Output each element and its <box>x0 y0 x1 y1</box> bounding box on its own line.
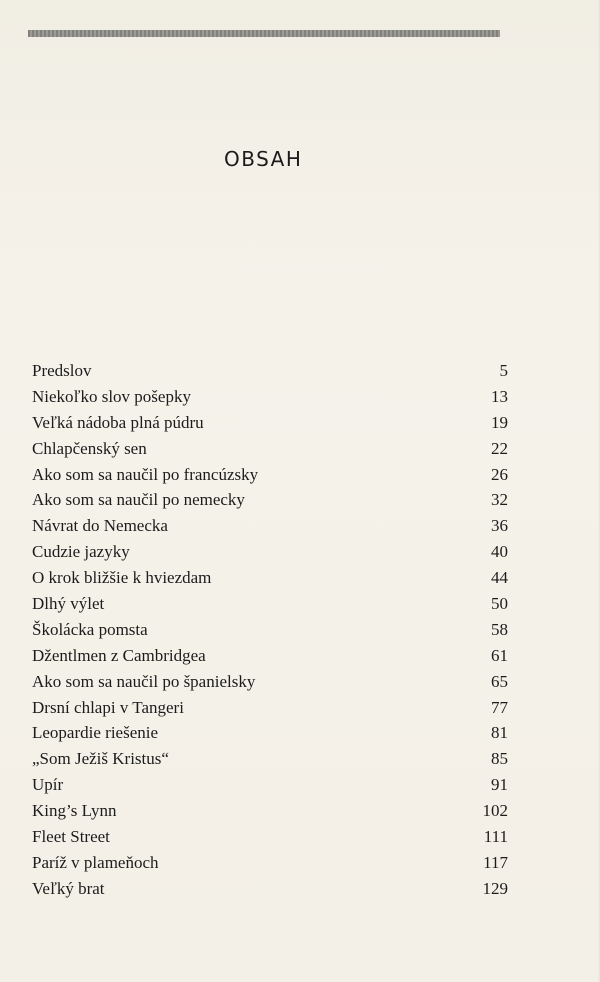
toc-entry-title: Dlhý výlet <box>32 594 105 614</box>
toc-entry-title: Chlapčenský sen <box>32 438 147 458</box>
toc-entry-page: 102 <box>482 801 508 821</box>
toc-entry <box>32 876 508 902</box>
toc-entry <box>32 565 508 591</box>
toc-entry <box>32 850 508 876</box>
toc-entry-page: 85 <box>491 749 508 769</box>
toc-entry-page: 117 <box>483 852 508 872</box>
toc-entry-title: Džentlmen z Cambridgea <box>32 645 206 665</box>
toc-entry-page: 26 <box>491 464 508 484</box>
toc-entry <box>32 462 508 488</box>
page-title: OBSAH <box>224 147 303 171</box>
toc-entry <box>32 746 508 772</box>
toc-entry <box>32 643 508 669</box>
toc-entry <box>32 513 508 539</box>
toc-entry-title: Školácka pomsta <box>32 619 148 639</box>
toc-entry-page: 5 <box>499 361 508 380</box>
toc-entry-title: Niekoľko slov pošepky <box>32 386 191 406</box>
toc-entry-page: 61 <box>491 645 508 665</box>
toc-entry-page: 19 <box>491 412 508 432</box>
toc-entry <box>32 798 508 824</box>
toc-entry <box>32 824 508 850</box>
toc-entry <box>32 591 508 617</box>
toc-entry <box>32 695 508 721</box>
toc-entry-page: 13 <box>491 386 508 406</box>
toc-entry-page: 129 <box>482 878 508 898</box>
toc-entry <box>32 539 508 565</box>
toc-entry-title: Paríž v plameňoch <box>32 852 159 872</box>
toc-entry <box>32 436 508 462</box>
toc-entry-title: Návrat do Nemecka <box>32 516 168 536</box>
toc-entry <box>32 669 508 695</box>
toc-entry-title: Ako som sa naučil po francúzsky <box>32 464 259 484</box>
toc-entry <box>32 410 508 436</box>
toc-entry-title: Predslov <box>32 361 92 380</box>
toc-entry <box>32 617 508 643</box>
toc-entry-title: Drsní chlapi v Tangeri <box>32 697 184 717</box>
toc-entry-title: Cudzie jazyky <box>32 542 130 562</box>
toc-entry-page: 36 <box>491 516 508 536</box>
toc-entry-title: „Som Ježiš Kristus“ <box>32 749 169 769</box>
top-rule <box>28 30 500 37</box>
toc-entry-title: Leopardie riešenie <box>32 723 159 743</box>
toc-entry-page: 111 <box>483 827 508 847</box>
toc-entry-page: 44 <box>491 568 508 588</box>
toc-entry-page: 50 <box>491 594 508 614</box>
toc-entry-page: 58 <box>491 619 508 639</box>
toc-entry <box>32 487 508 513</box>
toc-entry-title: Upír <box>32 775 64 795</box>
table-of-contents <box>32 358 508 902</box>
toc-entry-title: Veľký brat <box>32 878 105 898</box>
toc-entry-page: 40 <box>491 542 508 562</box>
toc-entry <box>32 384 508 410</box>
toc-entry-page: 81 <box>491 723 508 743</box>
toc-entry-page: 91 <box>491 775 508 795</box>
toc-entry-page: 65 <box>491 671 508 691</box>
toc-entry-title: Veľká nádoba plná púdru <box>32 412 204 432</box>
toc-entry-title: Ako som sa naučil po španielsky <box>32 671 256 691</box>
toc-entry <box>32 720 508 746</box>
toc-entry <box>32 772 508 798</box>
toc-entry-title: Ako som sa naučil po nemecky <box>32 490 245 510</box>
toc-entry-title: Fleet Street <box>32 827 110 847</box>
toc-entry-page: 22 <box>491 438 508 458</box>
toc-entry <box>32 358 508 384</box>
toc-entry-page: 77 <box>491 697 508 717</box>
toc-entry-title: King’s Lynn <box>32 801 117 821</box>
toc-entry-title: O krok bližšie k hviezdam <box>32 568 212 588</box>
toc-entry-page: 32 <box>491 490 508 510</box>
